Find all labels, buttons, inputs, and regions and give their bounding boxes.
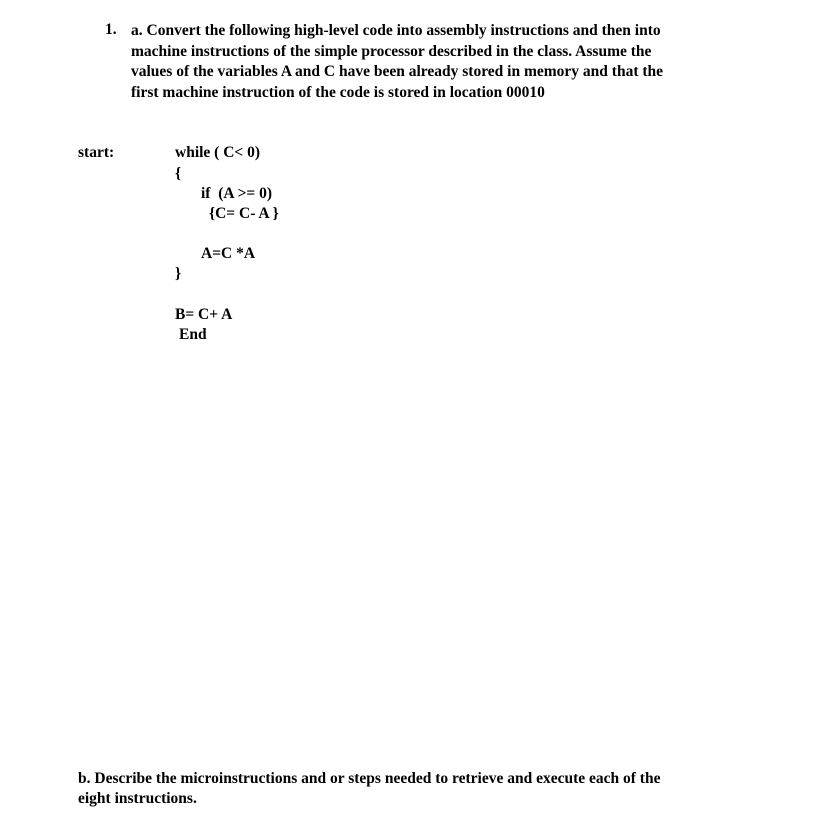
code-line-end: End (179, 326, 207, 343)
code-line-close-brace: } (175, 265, 182, 282)
question-part-a (131, 21, 771, 103)
code-line-assign-b: B= C+ A (175, 306, 233, 323)
code-line-if-body: {C= C- A } (209, 205, 279, 222)
code-line-if: if (A >= 0) (201, 185, 273, 202)
code-line-while: while ( C< 0) (175, 144, 261, 161)
code-line-assign-a: A=C *A (201, 245, 256, 262)
part-b-line-1: b. Describe the microinstructions and or steps needed to retrieve and execute each of the (78, 770, 661, 787)
part-a-line-1: a. Convert the following high-level code into assembly instructions and then into (131, 22, 661, 39)
part-b-line-2: eight instructions. (78, 790, 197, 807)
part-a-line-3: values of the variables A and C have been already stored in memory and that the (131, 63, 664, 80)
code-line-open-brace: { (175, 165, 182, 182)
question-number: 1. (105, 21, 117, 38)
part-a-line-4: first machine instruction of the code is stored in location 00010 (131, 83, 545, 101)
code-label-start: start: (78, 144, 115, 161)
part-a-line-2: machine instructions of the simple processor described in the class. Assume the (131, 42, 652, 60)
